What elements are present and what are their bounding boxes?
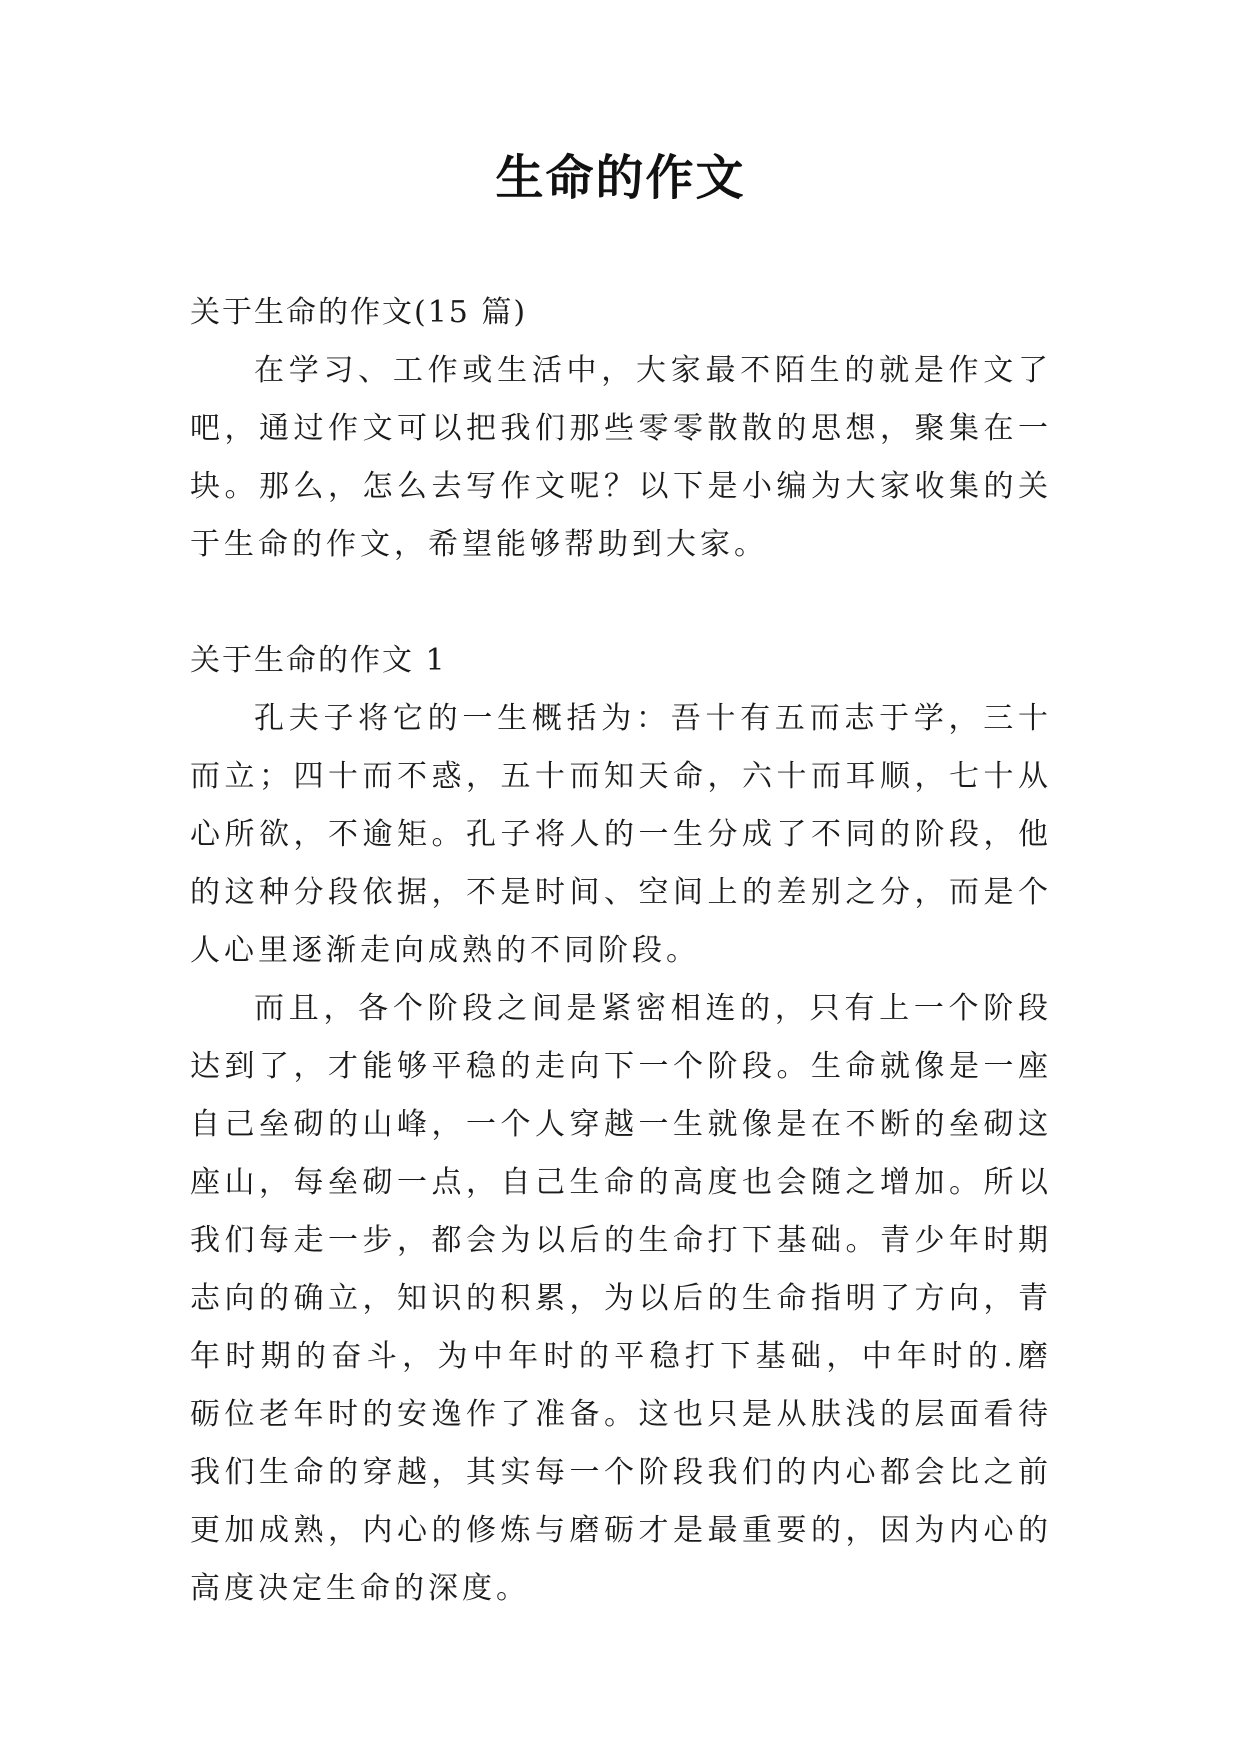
- section-spacer: [190, 574, 1052, 632]
- essay-1-paragraph-1: 孔夫子将它的一生概括为：吾十有五而志于学，三十而立；四十而不惑，五十而知天命，六十而耳顺，七十从心所欲，不逾矩。孔子将人的一生分成了不同的阶段，他的这种分段依据，不是时间、空间上的差别之分，而是个人心里逐渐走向成熟的不同阶段。: [190, 701, 1052, 968]
- intro-heading: 关于生命的作文(15 篇): [190, 295, 528, 330]
- essay-1-paragraph-2: 而且，各个阶段之间是紧密相连的，只有上一个阶段达到了，才能够平稳的走向下一个阶段。生命就像是一座自己垒砌的山峰，一个人穿越一生就像是在不断的垒砌这座山，每垒砌一点，自己生命的高度也会随之增加。所以我们每走一步，都会为以后的生命打下基础。青少年时期志向的确立，知识的积累，为以后的生命指明了方向，青年时期的奋斗，为中年时的平稳打下基础，中年时的.磨砺位老年时的安逸作了准备。这也只是从肤浅的层面看待我们生命的穿越，其实每一个阶段我们的内心都会比之前更加成熟，内心的修炼与磨砺才是最重要的，因为内心的高度决定生命的深度。: [190, 991, 1052, 1606]
- intro-paragraph: 在学习、工作或生活中，大家最不陌生的就是作文了吧，通过作文可以把我们那些零零散散的思想，聚集在一块。那么，怎么去写作文呢？以下是小编为大家收集的关于生命的作文，希望能够帮助到大家。: [190, 353, 1052, 562]
- document-body: [190, 284, 1052, 1618]
- document-title: 生命的作文: [495, 150, 746, 206]
- essay-1-heading: 关于生命的作文 1: [190, 643, 447, 678]
